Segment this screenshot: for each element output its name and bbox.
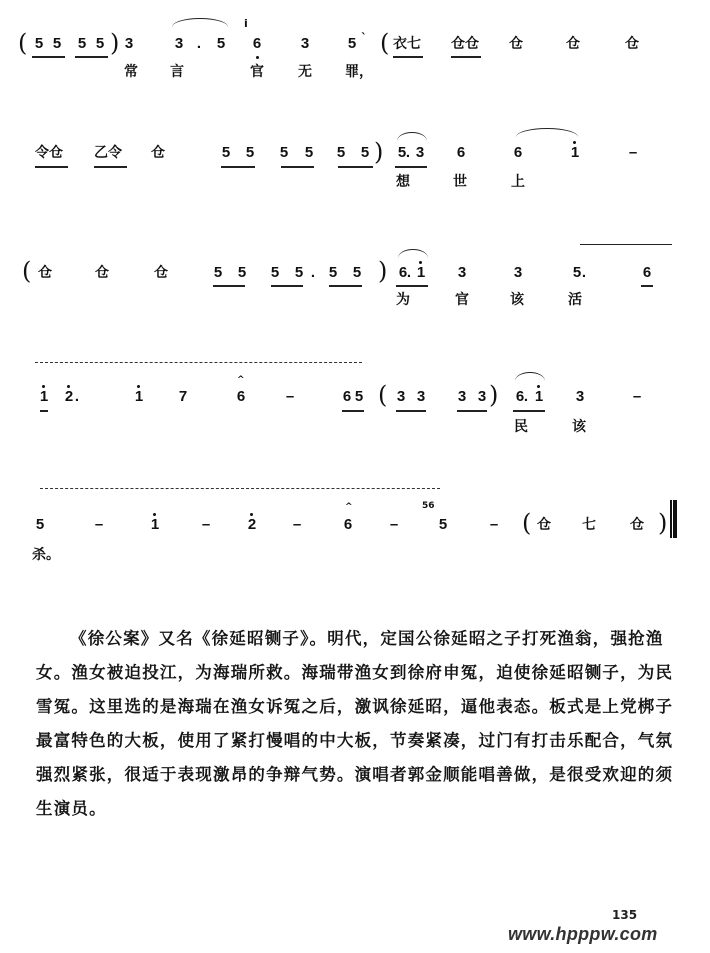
note: 6 — [513, 144, 523, 161]
final-barline-thick — [673, 500, 677, 538]
slur-line — [35, 362, 362, 363]
note: 5 — [34, 35, 44, 52]
note: 7 — [178, 388, 188, 405]
percussion: 仓 — [154, 265, 168, 281]
percussion: 仓 — [151, 145, 165, 161]
grace-note: 56 — [422, 501, 435, 511]
underline — [457, 410, 487, 412]
dash: – — [628, 144, 638, 161]
percussion: 仓 — [625, 36, 639, 52]
underline — [396, 410, 426, 412]
underline — [329, 285, 362, 287]
note: 5 — [77, 35, 87, 52]
percussion: 仓仓 — [451, 36, 479, 52]
note: 6 — [456, 144, 466, 161]
note: 5 — [35, 516, 45, 533]
lyric: 官 — [250, 64, 264, 80]
underline — [513, 410, 545, 412]
note: 1 — [134, 388, 144, 405]
note: 6 — [236, 388, 246, 405]
note: 6 — [398, 264, 408, 281]
lyric: 活 — [568, 292, 582, 308]
lyric: 该 — [572, 419, 586, 435]
dot: . — [406, 264, 412, 281]
note: 5 — [95, 35, 105, 52]
note: 1 — [570, 144, 580, 161]
dot: . — [196, 35, 202, 52]
percussion: 仓 — [630, 517, 644, 533]
lyric: 世 — [453, 174, 467, 190]
slur — [515, 372, 545, 381]
paren-open: ( — [522, 509, 532, 537]
dot: . — [523, 388, 529, 405]
watermark: www.hpppw.com — [508, 924, 658, 944]
note: 1 — [416, 264, 426, 281]
dot: . — [74, 388, 80, 405]
note: 5 — [279, 144, 289, 161]
note: 3 — [477, 388, 487, 405]
note: 1 — [39, 388, 49, 405]
underline — [94, 166, 127, 168]
dot: . — [405, 144, 411, 161]
underline — [221, 166, 255, 168]
underline — [213, 285, 245, 287]
note: 5 — [213, 264, 223, 281]
underline — [35, 166, 68, 168]
page-number: 135 — [612, 908, 638, 922]
fermata-icon: ^ — [237, 375, 245, 385]
dot: . — [310, 264, 316, 281]
note: 5 — [216, 35, 226, 52]
percussion: 仓 — [509, 36, 523, 52]
note: 3 — [575, 388, 585, 405]
paren-close: ) — [110, 29, 120, 57]
note: 5 — [438, 516, 448, 533]
note: 6 — [515, 388, 525, 405]
paren-open: ( — [22, 257, 32, 285]
low-octave-dot — [256, 56, 259, 59]
note: 5 — [52, 35, 62, 52]
underline — [40, 410, 48, 412]
note: 3 — [396, 388, 406, 405]
dash: – — [201, 516, 211, 533]
breath-mark: ` — [361, 31, 367, 45]
dash: – — [292, 516, 302, 533]
note: 5 — [352, 264, 362, 281]
percussion: 七 — [582, 517, 596, 533]
note: 5 — [245, 144, 255, 161]
percussion: 乙令 — [94, 145, 122, 161]
note: 3 — [457, 264, 467, 281]
paren-close: ) — [374, 138, 384, 166]
dash: – — [632, 388, 642, 405]
note: 5 — [237, 264, 247, 281]
note: 5 — [294, 264, 304, 281]
underline — [338, 166, 373, 168]
note: 5 — [328, 264, 338, 281]
final-barline-thin — [670, 500, 672, 538]
note: 6 — [252, 35, 262, 52]
lyric: 常 — [124, 64, 138, 80]
dash: – — [94, 516, 104, 533]
paren-open: ( — [18, 29, 28, 57]
note: 5 — [221, 144, 231, 161]
grace-note: i — [244, 17, 248, 30]
note: 3 — [513, 264, 523, 281]
percussion: 仓 — [566, 36, 580, 52]
underline — [393, 56, 423, 58]
note: 3 — [174, 35, 184, 52]
percussion: 仓 — [38, 265, 52, 281]
lyric: 想 — [396, 174, 410, 190]
underline — [271, 285, 303, 287]
note: 6 — [642, 264, 652, 281]
note: 5 — [270, 264, 280, 281]
lyric: 上 — [511, 174, 525, 190]
paren-close: ) — [658, 509, 668, 537]
note: 5 — [354, 388, 364, 405]
percussion: 令仓 — [35, 145, 63, 161]
lyric: 罪， — [345, 64, 373, 80]
slur — [516, 128, 578, 137]
paren-open: ( — [378, 381, 388, 409]
underline — [342, 410, 364, 412]
lyric: 为 — [396, 292, 410, 308]
note: 6 — [343, 516, 353, 533]
underline — [281, 166, 314, 168]
note: 1 — [534, 388, 544, 405]
paragraph-text: 《徐公案》又名《徐延昭铡子》。明代，定国公徐延昭之子打死渔翁，强抢渔女。渔女被迫投江，为海瑞所救。海瑞带渔女到徐府申冤，迫使徐延昭铡子，为民雪冤。这里选的是海瑞在渔女诉冤之后，激讽徐延昭，逼他表态。板式是上党梆子最富特色的大板，使用了紧打慢唱的中大板，节奏紧凑，过门有打击乐配合，气氛强烈紧张，很适于表现激昂的争辩气势。演唱者郭金顺能唱善做，是很受欢迎的须生演员。 — [36, 629, 674, 818]
slur — [398, 249, 428, 258]
slur — [172, 18, 228, 27]
percussion: 仓 — [95, 265, 109, 281]
note: 5 — [572, 264, 582, 281]
lyric: 杀。 — [32, 547, 60, 563]
lyric: 该 — [510, 292, 524, 308]
note: 3 — [124, 35, 134, 52]
underline — [451, 56, 481, 58]
dash: – — [389, 516, 399, 533]
note: 2 — [247, 516, 257, 533]
paren-close: ) — [378, 257, 388, 285]
percussion: 衣七 — [393, 36, 421, 52]
lyric: 官 — [455, 292, 469, 308]
note: 6 — [342, 388, 352, 405]
dash: – — [285, 388, 295, 405]
note: 3 — [416, 388, 426, 405]
percussion: 仓 — [537, 517, 551, 533]
lyric: 言 — [170, 64, 184, 80]
note: 2 — [64, 388, 74, 405]
note: 3 — [457, 388, 467, 405]
description-paragraph — [36, 622, 686, 826]
lyric: 民 — [514, 419, 528, 435]
note: 5 — [336, 144, 346, 161]
underline — [395, 166, 427, 168]
note: 5 — [304, 144, 314, 161]
underline — [641, 285, 653, 287]
lyric: 无 — [298, 64, 312, 80]
note: 3 — [415, 144, 425, 161]
dot: . — [581, 264, 587, 281]
note: 5 — [347, 35, 357, 52]
underline — [396, 285, 428, 287]
underline — [32, 56, 65, 58]
paren-close: ) — [489, 381, 499, 409]
paren-open: ( — [380, 29, 390, 57]
dash: – — [489, 516, 499, 533]
note: 3 — [300, 35, 310, 52]
note: 5 — [397, 144, 407, 161]
note: 1 — [150, 516, 160, 533]
slur-line — [40, 488, 440, 489]
note: 5 — [360, 144, 370, 161]
slur — [397, 132, 427, 141]
underline — [75, 56, 108, 58]
fermata-icon: ^ — [345, 502, 353, 512]
slur-line — [580, 244, 672, 245]
